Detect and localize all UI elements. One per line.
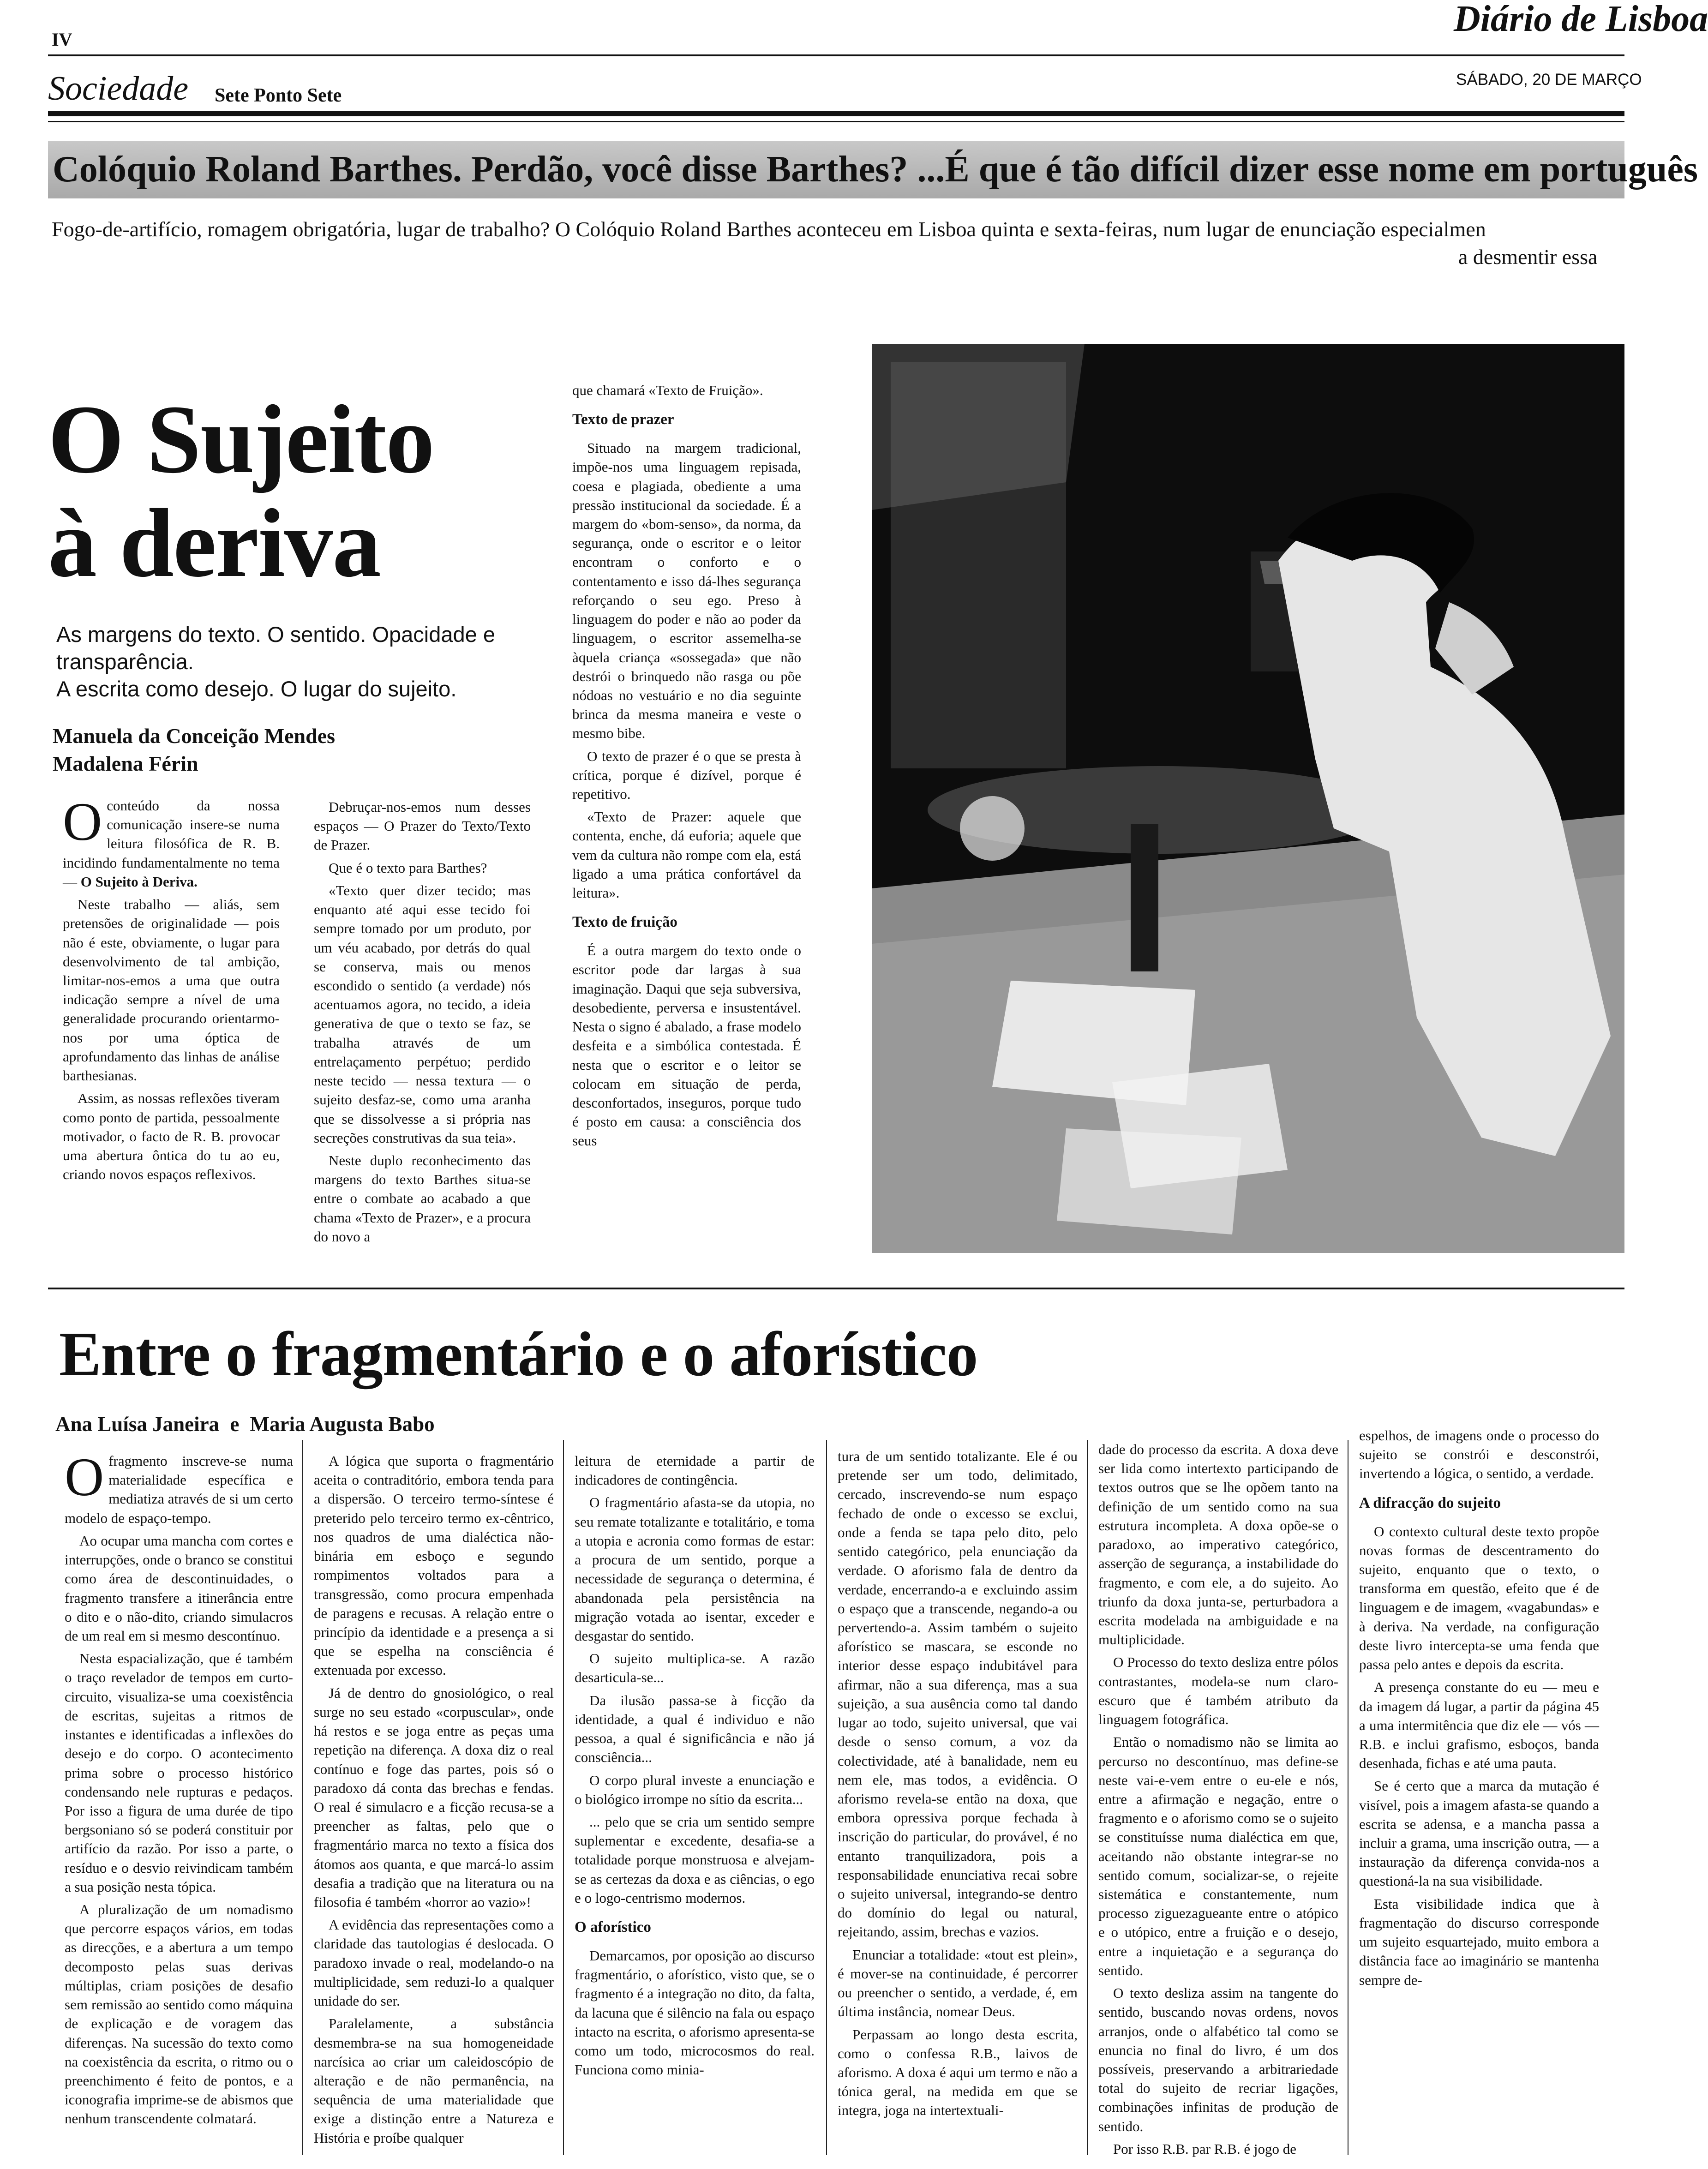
column-rule — [563, 1440, 564, 2155]
subtitle-line-2: transparência. — [56, 649, 194, 674]
masthead-logo: Diário de Lisboa — [1454, 0, 1708, 39]
article1-author-1: Manuela da Conceição Mendes — [53, 724, 336, 748]
paragraph: Debruçar-nos-emos num desses espaços — O Prazer do Texto/Texto de Prazer. — [314, 799, 531, 853]
paragraph: «Texto quer dizer tecido; mas enquanto até aqui esse tecido foi sempre tomado por um produto, por um véu acabado, por detrás do qual se conserva, mais ou menos escondido o sentido (a verdade) nós acentuamos agora, no tecido, a ideia generativa de que o texto se faz, se trabalha através de um entrelaçamento perpétuo; perdido neste tecido — nessa textura — o sujeito desfaz-se, como uma aranha que se dissolvesse a si própria nas secreções construtivas da sua teia». — [314, 882, 531, 1146]
banner — [48, 141, 1698, 198]
column-rule — [302, 1440, 303, 2155]
paragraph: Enunciar a totalidade: «tout est plein», é mover-se na continuidade, é percorrer ou preencher o sentido, a verdade, é, em última instância, nomear Deus. — [838, 1946, 1078, 2020]
paragraph: Assim, as nossas reflexões tiveram como ponto de partida, pessoalmente motivador, o facto de R. B. provocar uma abertura ôntica do tu ao eu, criando novos espaços reflexivos. — [63, 1090, 280, 1183]
banner-text: Colóquio Roland Barthes. Perdão, você disse Barthes? ...É que é tão difícil dizer esse nome em português — [53, 149, 1698, 190]
article1-column-1 — [63, 791, 280, 1258]
paragraph: Nesta espacialização, que é também o traço revelador de tempos em curto-circuito, visualiza-se uma coexistência de escritas, sujeitas a ritmos de instantes e identificadas a inflexões do desejo e do corpo. O acontecimento prima sobre o processo histórico condensando nele rupturas e pedaços. Por isso a figura de uma durée de tipo bergsoniano só se poderá constituir por artifício da razão. Por isso a parte, o resíduo e o desvio reivindicam também a sua posição nesta tópica. — [65, 1650, 293, 1895]
drop-cap: O — [65, 1447, 104, 1507]
photo-writer-at-desk — [872, 344, 1624, 1253]
paragraph: Da ilusão passa-se à ficção da identidade, a qual é individuo e não pessoa, a qual é significância e não já consciência... — [575, 1692, 815, 1766]
drop-cap: O — [63, 791, 102, 852]
paragraph: dade do processo da escrita. A doxa deve ser lida como intertexto participando de textos outros que se lhe opõem tanto na definição de um sentido como na sua estrutura incompleta. A doxa opõe-se o paradoxo, ao imperativo categórico, asserção de segurança, a instabilidade do fragmento, e com ele, a do sujeito. Ao triunfo da doxa junta-se, perturbadora a escrita modelada na ambiguidade e na multiplicidade. — [1098, 1441, 1338, 1648]
column-rule — [826, 1440, 827, 2155]
article2-column-4 — [838, 1447, 1078, 2162]
paragraph: leitura de eternidade a partir de indicadores de contingência. — [575, 1453, 815, 1488]
deck-line-1: Fogo-de-artifício, romagem obrigatória, lugar de trabalho? O Colóquio Roland Barthes aconteceu em Lisboa quinta e sexta-feiras, num lugar de enunciação especialmen — [52, 217, 1486, 241]
column-rule — [1087, 1440, 1088, 2155]
paragraph: Neste duplo reconhecimento das margens do texto Barthes situa-se entre o combate ao acabado a que chama «Texto de Prazer», e a procura do novo a — [314, 1152, 531, 1245]
paragraph: O contexto cultural deste texto propõe novas formas de descentramento do sujeito, enquanto que o texto, o transforma em questão, efeito que é de linguagem e de imagem, «vagabundas» e à deriva. Na verdade, na configuração deste livro intercepta-se uma fenda que passa pelo antes e depois da escrita. — [1359, 1523, 1599, 1673]
subheading: Texto de prazer — [572, 411, 674, 428]
article2-byline — [55, 1412, 435, 1436]
paragraph: A pluralização de um nomadismo que percorre espaços vários, em todas as direcções, e a abertura a um tempo decomposto pelas suas derivas múltiplas, criam posições de desafio sem remissão ao sentido como máquina de explicação e de voragem das diferenças. Na sucessão do texto como na coexistência da escrita, o ritmo ou o preenchimento é feito de pontos, e a iconografia imprime-se de abismos que nenhum transcendente colmatará. — [65, 1901, 293, 2127]
paragraph: tura de um sentido totalizante. Ele é ou pretende ser um todo, delimitado, cercado, inscrevendo-se num espaço fechado de onde o excesso se exclui, onde a fenda se tapa pelo dito, pelo sentido categórico, pela enunciação da verdade. O aforismo fala de dentro da verdade, encerrando-a e excluindo assim o espaço que a transcende, negando-a ou pervertendo-a. Assim também o sujeito aforístico se mascara, se esconde no interior desse espaço indubitável para afirmar, não a sua diferença, mas a sua sujeição, a sua ausência como tal dando lugar ao todo, sujeito universal, que vai desde o senso comum, a voz da colectividade, até à banalidade, nem eu nem ele, mas todos, a evidência. O aforismo revela-se então na doxa, que embora opressiva porque fechada à inscrição do particular, do provável, é no entanto tranquilizadora, pois a responsabilidade enunciativa recai sobre o sujeito universal, integrando-se dentro do domínio do legal ou natural, rejeitando, assim, brechas e vazios. — [838, 1448, 1078, 1940]
subsection-title: Sete Ponto Sete — [215, 85, 342, 106]
paragraph: «Texto de Prazer: aquele que contenta, enche, dá euforia; aquele que vem da cultura não rompe com ela, está ligado a uma prática confortável da leitura». — [572, 809, 801, 901]
article1-column-2 — [314, 797, 531, 1259]
headline-line-2: à deriva — [48, 488, 380, 597]
article1-headline — [48, 385, 434, 597]
header-thin-rule — [48, 121, 1624, 122]
photo-image — [872, 344, 1624, 1253]
paragraph: O sujeito multiplica-se. A razão desarticula-se... — [575, 1650, 815, 1686]
paragraph: A presença constante do eu — meu e da imagem dá lugar, a partir da página 45 a uma intermitência que diz ele — vós — R.B. e inclui grafismo, esboços, banda desenhada, fichas e até uma pauta. — [1359, 1679, 1599, 1772]
paragraph — [63, 791, 280, 891]
subtitle-line-3: A escrita como desejo. O lugar do sujeito. — [56, 677, 457, 701]
article2-column-1 — [65, 1447, 293, 2162]
headline-line-1: O Sujeito — [48, 385, 434, 493]
paragraph: ... pelo que se cria um sentido sempre suplementar e excedente, desafia-se a totalidade porque monstruosa e alvejam-se as certezas da doxa e as ciências, o ego e o logo-centrismo modernos. — [575, 1813, 815, 1906]
page-number: IV — [52, 29, 72, 50]
paragraph: O fragmentário afasta-se da utopia, no seu remate totalizante e totalitário, e toma a utopia e acronia como formas de estar: a procura de um sentido, porque a necessidade de segurança o determina, é abandonada pela persistência na migração votada ao isentar, exceder e desgastar do sentido. — [575, 1494, 815, 1644]
article1-subtitle — [56, 621, 495, 703]
paragraph — [65, 1447, 293, 1528]
paragraph: O Processo do texto desliza entre pólos contrastantes, modela-se num claro-escuro que é também atributo da linguagem fotográfica. — [1098, 1654, 1338, 1728]
paragraph: Se é certo que a marca da mutação é visível, pois a imagem afasta-se quando a escrita se adensa, e a mancha passa a incluir a grama, uma inscrição outra, — a instauração da diferença convida-nos a questioná-la na sua visibilidade. — [1359, 1778, 1599, 1889]
paragraph: Neste trabalho — aliás, sem pretensões de originalidade — pois não é este, obviamente, o lugar para desenvolvimento de tal ambição, limitar-nos-emos a uma que outra indicação sempre a nível de uma generalidade procurando orientarmo-nos por uma óptica de aprofundamento das linhas de análise barthesianas. — [63, 896, 280, 1084]
paragraph: espelhos, de imagens onde o processo do sujeito se constrói e desconstrói, invertendo a lógica, o sentido, a verdade. — [1359, 1427, 1599, 1482]
deck-line-2: a desmentir essa — [1458, 245, 1598, 269]
paragraph: Que é o texto para Barthes? — [329, 859, 487, 876]
subtitle-line-1: As margens do texto. O sentido. Opacidade e — [56, 622, 495, 647]
paragraph: É a outra margem do texto onde o escritor pode dar largas à sua imaginação. Daqui que seja subversiva, desobediente, perversa e insustentável. Nesta o signo é abalado, a frase modelo desfeita e a simbólica contestada. É nesta que o escritor e o leitor se colocam em situação de perda, desconfortados, inseguros, porque tudo é posto em causa: a consciência dos seus — [572, 942, 801, 1149]
article2-column-2 — [314, 1451, 554, 2162]
byline-conjunction: e — [230, 1413, 240, 1436]
paragraph-text: conteúdo da nossa comunicação insere-se numa leitura filosófica de R. B. incidindo fundamentalmente no tema — — [63, 797, 280, 890]
paragraph: A lógica que suporta o fragmentário aceita o contraditório, embora tenda para a dispersão. O terceiro termo-síntese é preterido pelo terceiro termo ex-cêntrico, nos quadros de uma dialéctica não-binária em esboço e segundo rompimentos voltados para a transgressão, como procura empenhada de paragens e recusas. A relação entre o princípio da identidade e a presença a si que se espelha na consciência é extenuada por excesso. — [314, 1453, 554, 1678]
paragraph: A evidência das representações como a claridade das tautologias é deslocada. O paradoxo invade o real, modelando-o na multiplicidade, sem reduzi-lo a qualquer unidade do ser. — [314, 1917, 554, 2009]
paragraph: O corpo plural investe a enunciação e o biológico irrompe no sítio da escrita... — [575, 1772, 815, 1807]
article1-author-2: Madalena Férin — [53, 752, 198, 775]
paragraph: O texto de prazer é o que se presta à crítica, porque é dizível, porque é repetitivo. — [572, 748, 801, 803]
bold-text: O Sujeito à Deriva. — [80, 873, 198, 890]
article2-headline: Entre o fragmentário e o aforístico — [59, 1319, 978, 1389]
header-thick-rule — [48, 111, 1624, 116]
paragraph: Esta visibilidade indica que à fragmentação do discurso corresponde um sujeito esquartejado, muito embora a distância face ao imaginário se mantenha sempre de- — [1359, 1895, 1599, 1988]
paragraph-text: fragmento inscreve-se numa materialidade específica e mediatiza através de si um certo modelo de espaço-tempo. — [65, 1453, 293, 1526]
article2-author-1: Ana Luísa Janeira — [55, 1413, 220, 1436]
article2-column-6 — [1359, 1426, 1599, 2162]
header-top-rule — [48, 54, 1624, 56]
paragraph: O texto desliza assim na tangente do sentido, buscando novas ordens, novos arranjos, onde o alfabético tal como se enuncia no final do livro, é um dos possíveis, preservando a arbitrariedade total do sujeito de recriar ligações, combinações infinitas de produção de sentido. — [1098, 1985, 1338, 2134]
subheading: O aforístico — [575, 1919, 651, 1936]
paragraph: Paralelamente, a substância desmembra-se na sua homogeneidade narcísica ao criar um caleidoscópio de alteração e de não permanência, na sequência de uma materialidade que exige a distinção entre a Natureza e História e proíbe qualquer — [314, 2015, 554, 2146]
dateline: SÁBADO, 20 DE MARÇO — [1456, 71, 1642, 89]
paragraph: Então o nomadismo não se limita ao percurso no descontínuo, mas define-se neste vai-e-vem entre o eu-ele e nós, entre a afirmação e negação, entre o fragmento e o aforismo como se o sujeito se constituísse numa dialéctica em que, aceitando não obstante integrar-se no sentido comum, socializar-se, o rejeite sistemática e constantemente, num processo ziguezagueante entre o atópico e o utópico, entre a fruição e o desejo, entre a inquietação e a segurança do sentido. — [1098, 1734, 1338, 1978]
subheading: A difracção do sujeito — [1359, 1494, 1501, 1511]
article-divider — [48, 1288, 1624, 1289]
paragraph: que chamará «Texto de Fruição». — [572, 382, 763, 398]
article2-column-5 — [1098, 1440, 1338, 2162]
paragraph: Situado na margem tradicional, impõe-nos uma linguagem repisada, coesa e plagiada, obediente a uma pressão institucional da sociedade. É a margem do «bom-senso», da norma, da segurança, onde o escritor e o leitor encontram o conforto e o contentamento e isso dá-lhes segurança reforçando o seu ego. Preso à linguagem do poder e não ao poder da linguagem, o escritor assemelha-se àquela criança «sossegada» que não destrói o brinquedo não rasga ou põe nódoas no vestuário e no dia seguinte brinca da mesma maneira e veste o mesmo bibe. — [572, 440, 801, 742]
paragraph: Demarcamos, por oposição ao discurso fragmentário, o aforístico, visto que, se o fragmento é a integração no dito, da falta, da lacuna que é silêncio na fala ou espaço intacto na escrita, o aforismo apresenta-se como um todo, microcosmos do real. Funciona como minia- — [575, 1947, 815, 2078]
section-title: Sociedade — [48, 70, 189, 108]
paragraph: Perpassam ao longo desta escrita, como o confessa R.B., laivos de aforismo. A doxa é aqui um termo e não a tónica geral, na medida em que se integra, joga na intertextuali- — [838, 2026, 1078, 2119]
paragraph: Ao ocupar uma mancha com cortes e interrupções, onde o branco se constitui como área de descontinuidades, o fragmento transfere a itinerância entre o dito e o não-dito, criando simulacros de um real em si mesmo descontínuo. — [65, 1532, 293, 1644]
subheading: Texto de fruição — [572, 914, 677, 931]
paragraph: Por isso R.B. par R.B. é jogo de — [1113, 2140, 1296, 2157]
article1-column-3 — [572, 381, 801, 1258]
article2-column-3 — [575, 1451, 815, 2162]
paragraph: Já de dentro do gnosiológico, o real surge no seu estado «corpuscular», onde há restos e se joga entre as peças uma repetição na diferença. A doxa diz o real contínuo e foge das partes, pois só o paradoxo dá conta das brechas e fendas. O real é simulacro e a ficção recusa-se a preencher as faltas, pelo que o fragmentário marca no texto a física dos átomos aos quanta, e que marcá-lo assim desafia a tradição que na literatura ou na filosofia é também «horror ao vazio»! — [314, 1684, 554, 1911]
article2-author-2: Maria Augusta Babo — [250, 1413, 435, 1436]
